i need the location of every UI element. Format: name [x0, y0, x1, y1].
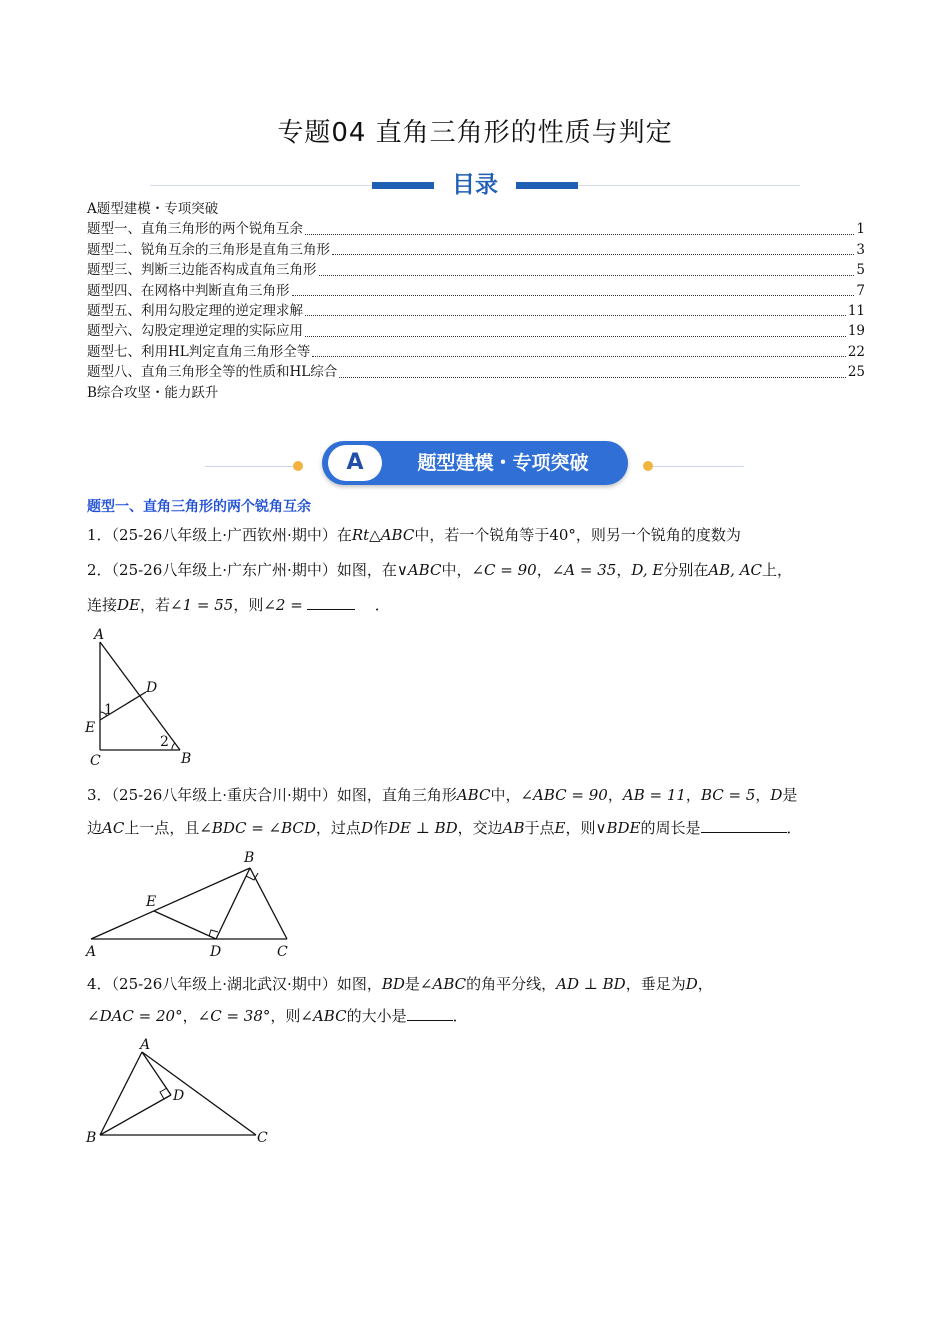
question-2-line1: 2．（25-26八年级上·广东广州·期中）如图，在∨ABC中，∠C = 90，∠A = 35，D, E分别在AB, AC上， [87, 561, 793, 579]
toc-entry[interactable]: 题型一、直角三角形的两个锐角互余 1 [87, 221, 865, 238]
banner-line-right [652, 466, 744, 467]
toc-entry[interactable]: 题型五、利用勾股定理的逆定理求解 11 [87, 303, 865, 320]
section-title: 题型一、直角三角形的两个锐角互余 [87, 499, 311, 515]
section-banner [322, 441, 628, 485]
figure-q3 [80, 846, 300, 960]
toc-entry[interactable]: 题型六、勾股定理逆定理的实际应用 19 [87, 323, 865, 340]
toc-label: 目录 [452, 172, 498, 198]
figure-q4 [80, 1034, 280, 1146]
label-B: B [86, 1130, 97, 1146]
toc-divider-left [150, 185, 372, 186]
toc-bar-right [516, 182, 578, 189]
question-2-line2: 连接DE，若∠1 = 55，则∠2 = ． [87, 596, 390, 614]
label-A: A [86, 944, 97, 960]
label-E: E [85, 720, 96, 736]
toc-entry[interactable]: A题型建模・专项突破 [87, 201, 219, 217]
toc-heading [372, 166, 578, 202]
label-D: D [210, 944, 222, 960]
toc-divider-right [578, 185, 800, 186]
banner-dot-left [293, 461, 303, 471]
toc-entry[interactable]: B综合攻坚・能力跃升 [87, 384, 219, 401]
banner-text: 题型建模・专项突破 [417, 452, 589, 474]
toc-entry[interactable]: 题型二、锐角互余的三角形是直角三角形 3 [87, 241, 865, 258]
answer-blank[interactable] [407, 1006, 453, 1021]
toc-entry[interactable]: 题型四、在网格中判断直角三角形 7 [87, 282, 865, 299]
label-D: D [146, 680, 158, 696]
answer-blank[interactable] [701, 818, 787, 833]
question-1: 1．（25-26八年级上·广西钦州·期中）在Rt△ABC中，若一个锐角等于40°，则另一个锐角的度数为 [87, 526, 741, 544]
angle-2-label: 2 [160, 734, 169, 750]
label-C: C [257, 1130, 268, 1146]
toc-entry[interactable]: 题型三、判断三边能否构成直角三角形 5 [87, 262, 865, 279]
toc-bar-left [372, 182, 434, 189]
banner-dot-right [643, 461, 653, 471]
label-C: C [90, 753, 101, 768]
question-4-line1: 4．（25-26八年级上·湖北武汉·期中）如图，BD是∠ABC的角平分线，AD ⊥ BD，垂足为D， [87, 975, 713, 993]
label-B: B [244, 850, 255, 866]
label-E: E [146, 894, 157, 910]
page-title: 专题04 直角三角形的性质与判定 [277, 118, 673, 148]
label-A: A [140, 1037, 151, 1053]
question-3-line2: 边AC上一点，且∠BDC = ∠BCD，过点D作DE ⊥ BD，交边AB于点E，则∨BDE的周长是 ． [87, 819, 802, 837]
label-D: D [173, 1088, 185, 1104]
label-C: C [277, 944, 288, 960]
answer-blank[interactable] [307, 595, 355, 610]
banner-line-left [205, 466, 297, 467]
question-3-line1: 3．（25-26八年级上·重庆合川·期中）如图，直角三角形ABC中，∠ABC = 90，AB = 11，BC = 5，D是 [87, 786, 798, 804]
question-4-line2: ∠DAC = 20°，∠C = 38°，则∠ABC的大小是 ． [87, 1007, 468, 1025]
table-of-contents [87, 199, 865, 403]
toc-entry[interactable]: 题型七、利用HL判定直角三角形全等 22 [87, 343, 865, 360]
toc-entry[interactable]: 题型八、直角三角形全等的性质和HL综合 25 [87, 364, 865, 381]
banner-letter: A [328, 445, 382, 481]
label-B: B [181, 751, 192, 767]
figure-q2 [80, 624, 200, 768]
angle-1-label: 1 [104, 702, 113, 718]
label-A: A [94, 627, 105, 643]
